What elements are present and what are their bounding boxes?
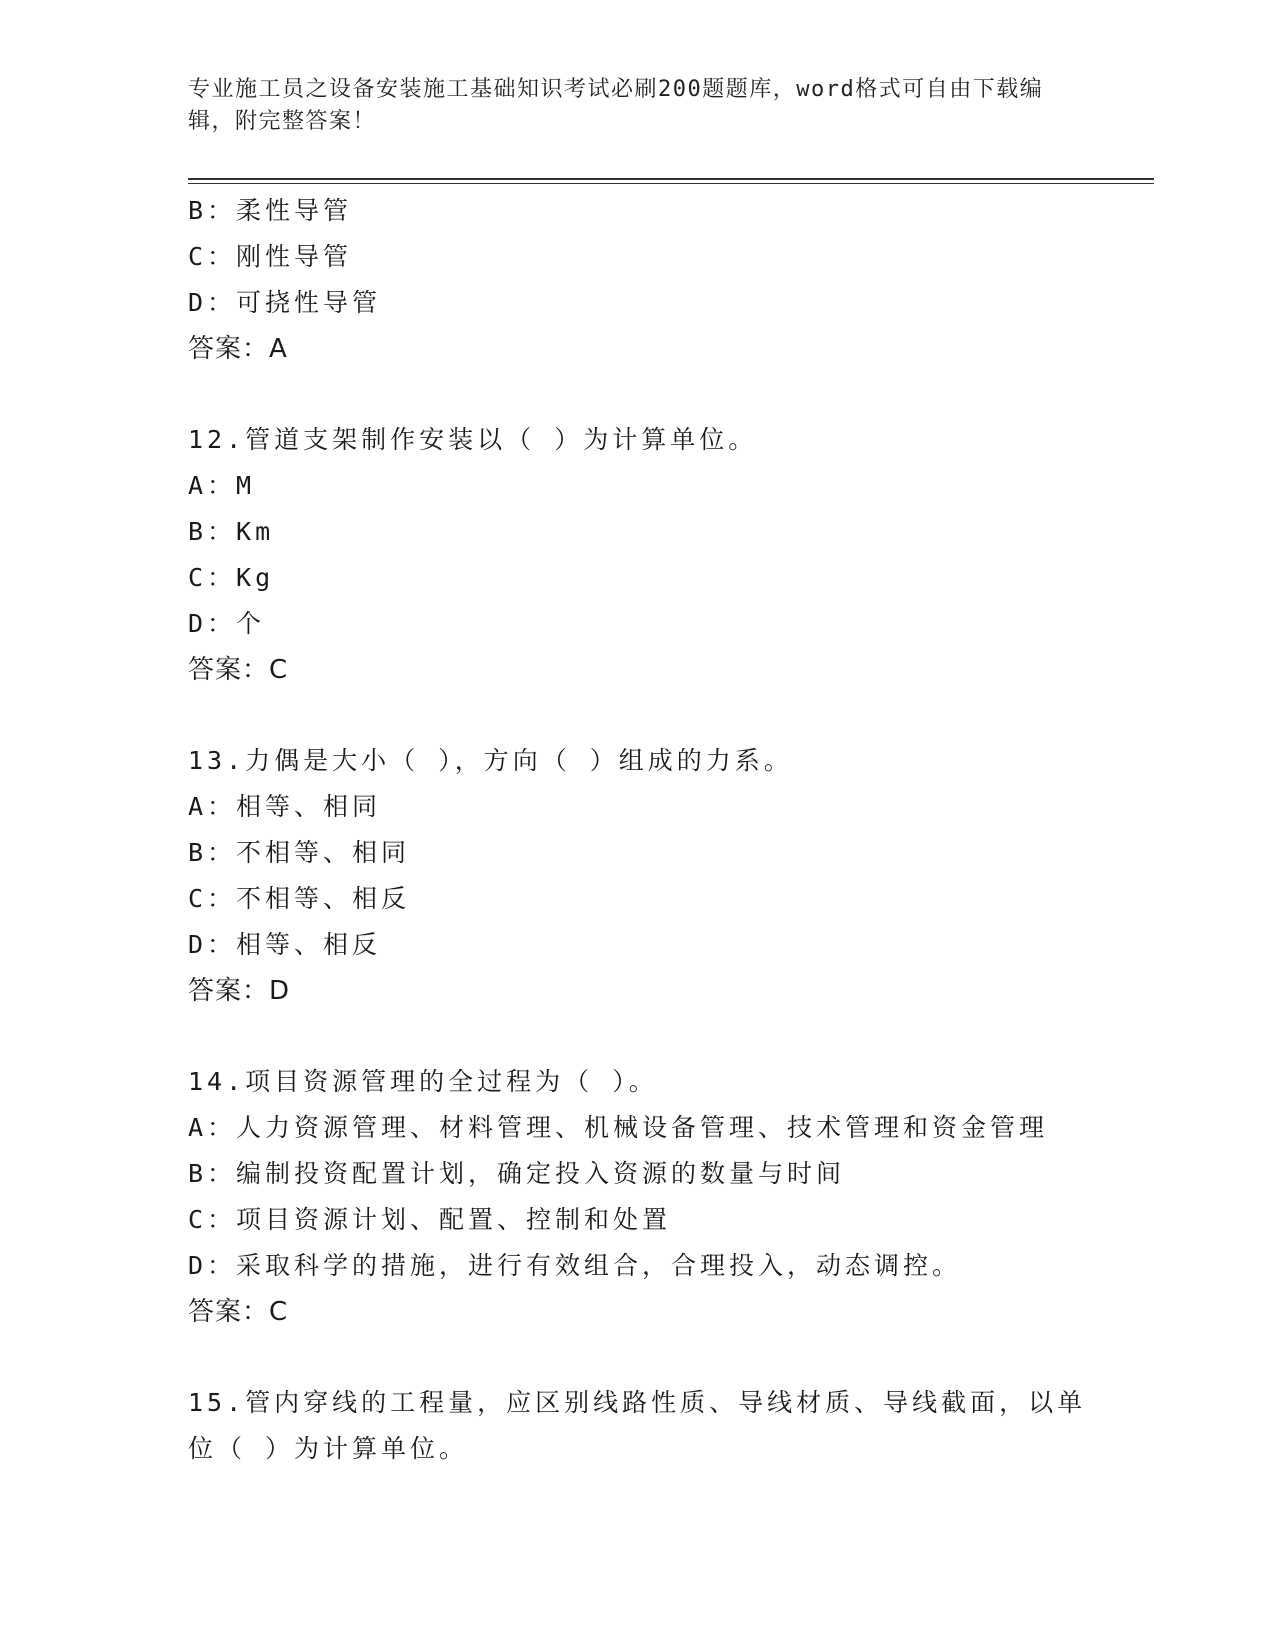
answer-line: 答案：D: [188, 976, 291, 1006]
question-text-line-2: 位（ ）为计算单位。: [188, 1434, 469, 1463]
option-c: C：项目资源计划、配置、控制和处置: [188, 1205, 672, 1234]
document-body: [188, 188, 1088, 1472]
answer-line: 答案：C: [188, 1297, 289, 1327]
option-c: C：刚性导管: [188, 242, 353, 271]
option-d: D：个: [188, 609, 266, 638]
option-b: B：不相等、相同: [188, 838, 411, 867]
question-block-12: [188, 417, 1088, 693]
question-block-13: [188, 738, 1088, 1014]
header-divider: [188, 178, 1154, 180]
option-a: A：人力资源管理、材料管理、机械设备管理、技术管理和资金管理: [188, 1113, 1049, 1142]
question-block-11: [188, 188, 1088, 372]
option-c: C：Kg: [188, 563, 275, 592]
question-block-14: [188, 1059, 1088, 1335]
question-text: 13.力偶是大小（ ），方向（ ）组成的力系。: [188, 746, 793, 775]
header-divider-thin: [188, 183, 1154, 184]
option-b: B：柔性导管: [188, 196, 353, 225]
option-b: B：编制投资配置计划，确定投入资源的数量与时间: [188, 1159, 846, 1188]
option-a: A：M: [188, 471, 256, 500]
question-text-line-1: 15.管内穿线的工程量，应区别线路性质、导线材质、导线截面，以单: [188, 1388, 1087, 1417]
option-d: D：采取科学的措施，进行有效组合，合理投入，动态调控。: [188, 1251, 962, 1280]
option-b: B：Km: [188, 517, 275, 546]
document-title: 专业施工员之设备安装施工基础知识考试必刷200题题库，word格式可自由下载编辑，附完整答案！: [188, 77, 1044, 134]
option-a: A：相等、相同: [188, 792, 382, 821]
question-text: 12.管道支架制作安装以（ ）为计算单位。: [188, 425, 758, 454]
option-d: D：可挠性导管: [188, 288, 382, 317]
option-d: D：相等、相反: [188, 930, 382, 959]
option-c: C：不相等、相反: [188, 884, 411, 913]
question-block-15: [188, 1380, 1088, 1472]
document-header: [188, 74, 1078, 138]
question-text: 14.项目资源管理的全过程为（ ）。: [188, 1067, 658, 1096]
answer-line: 答案：C: [188, 655, 289, 685]
answer-line: 答案：A: [188, 334, 288, 364]
